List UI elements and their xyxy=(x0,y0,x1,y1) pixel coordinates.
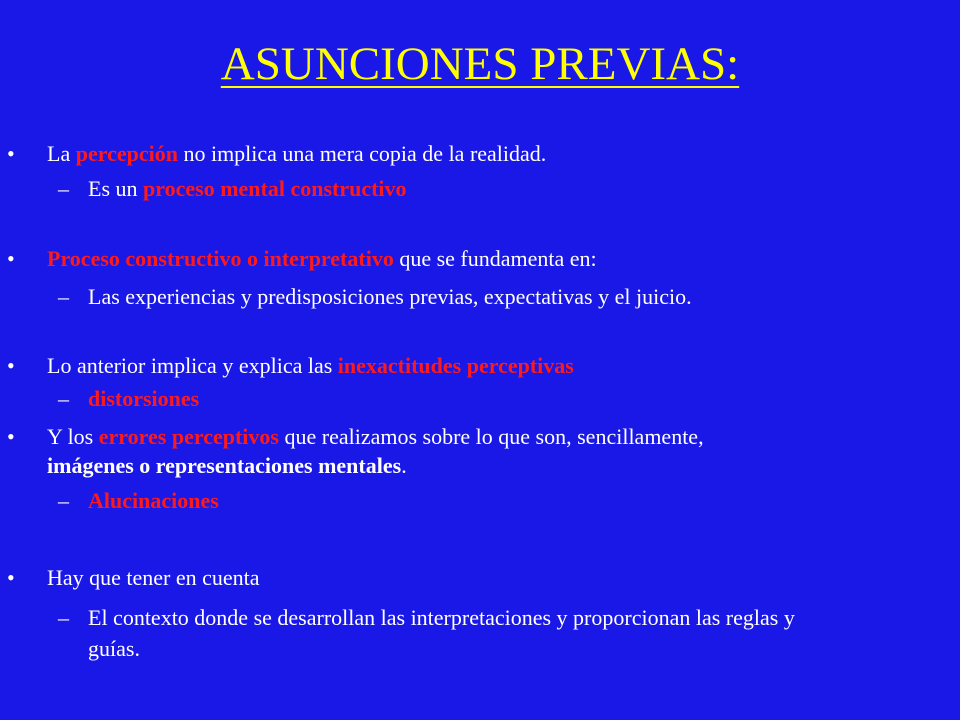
bullet-text: que realizamos sobre lo que son, sencillamente, xyxy=(278,424,704,449)
highlight-text: proceso mental constructivo xyxy=(143,176,407,201)
highlight-text: inexactitudes perceptivas xyxy=(337,353,574,378)
bullet-marker: • xyxy=(7,565,15,590)
bullet-item-proceso-constructivo xyxy=(7,245,597,272)
bullet-item-inexactitudes xyxy=(7,352,574,379)
bullet-text: Lo anterior implica y explica las xyxy=(47,353,338,378)
bullet-item-errores-continued xyxy=(47,452,407,479)
dash-marker: – xyxy=(58,488,69,513)
highlight-text: percepción xyxy=(75,141,178,166)
bullet-marker: • xyxy=(7,246,15,271)
slide-title-text: ASUNCIONES PREVIAS: xyxy=(220,38,740,90)
bullet-marker: • xyxy=(7,353,15,378)
bullet-text: que se fundamenta en: xyxy=(393,246,597,271)
dash-marker: – xyxy=(58,605,69,630)
dash-marker: – xyxy=(58,176,69,201)
bullet-text: Hay que tener en cuenta xyxy=(47,565,260,590)
sub-item-contexto xyxy=(58,604,795,631)
highlight-text: distorsiones xyxy=(88,386,200,411)
bold-text: imágenes o representaciones mentales xyxy=(47,453,402,478)
bullet-item-contexto xyxy=(7,564,260,591)
highlight-text: Proceso constructivo o interpretativo xyxy=(47,246,394,271)
sub-item-distorsiones xyxy=(58,385,200,412)
bullet-text: . xyxy=(401,453,407,478)
sub-text: guías. xyxy=(88,636,140,661)
sub-text: El contexto donde se desarrollan las interpretaciones y proporcionan las reglas y xyxy=(88,605,795,630)
bullet-text: no implica una mera copia de la realidad. xyxy=(177,141,547,166)
bullet-marker: • xyxy=(7,141,15,166)
highlight-text: Alucinaciones xyxy=(88,488,219,513)
bullet-text: Y los xyxy=(47,424,99,449)
sub-item-experiencias xyxy=(58,283,692,310)
sub-text: Es un xyxy=(88,176,143,201)
dash-marker: – xyxy=(58,386,69,411)
sub-item-contexto-continued xyxy=(88,635,140,662)
bullet-text: La xyxy=(47,141,76,166)
dash-marker: – xyxy=(58,284,69,309)
bullet-marker: • xyxy=(7,424,15,449)
sub-item-proceso-mental xyxy=(58,175,407,202)
sub-text: Las experiencias y predisposiciones previas, expectativas y el juicio. xyxy=(88,284,692,309)
highlight-text: errores perceptivos xyxy=(98,424,279,449)
sub-item-alucinaciones xyxy=(58,487,219,514)
bullet-item-percepcion xyxy=(7,140,547,167)
bullet-item-errores xyxy=(7,423,704,450)
slide-title xyxy=(0,34,960,94)
